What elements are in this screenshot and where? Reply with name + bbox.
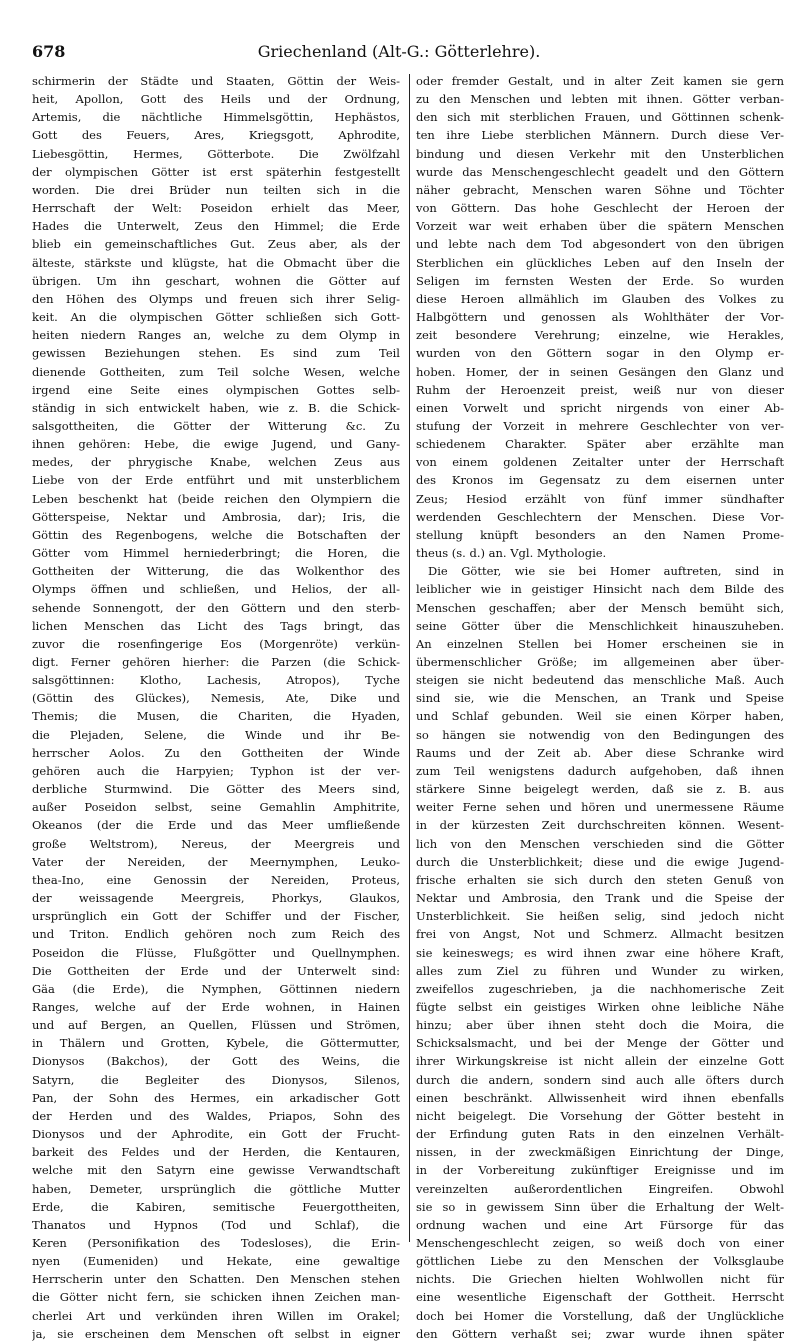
text-line: schiedenem Charakter. Später aber erzählte man <box>416 437 784 452</box>
text-line: nissen, in der zweckmäßigen Einrichtung der Dinge, <box>416 1145 784 1160</box>
text-line: herrscher Aolos. Zu den Gottheiten der Winde <box>32 745 400 760</box>
text-line: ursprünglich ein Gott der Schiffer und der Fischer, <box>32 909 400 924</box>
text-line: Gäa (die Erde), die Nymphen, Göttinnen niedern <box>32 981 400 996</box>
text-line: Liebe von der Erde entführt und mit unsterblichem <box>32 473 400 488</box>
text-line: älteste, stärkste und klügste, hat die Obmacht über die <box>32 255 400 270</box>
text-line: stufung der Vorzeit in mehrere Geschlechter von ver- <box>416 418 784 433</box>
text-line: ja, sie erscheinen dem Menschen oft selbst in eigner <box>32 1326 400 1341</box>
right-column <box>416 72 784 1343</box>
text-line: übrigen. Um ihn geschart, wohnen die Götter auf <box>32 273 400 288</box>
text-line: salsgottheiten, die Götter der Witterung &c. Zu <box>32 418 400 433</box>
text-line: außer Poseidon selbst, seine Gemahlin Amphitrite, <box>32 800 400 815</box>
text-line: Liebesgöttin, Hermes, Götterbote. Die Zwölfzahl <box>32 146 400 161</box>
text-line: thea-Ino, eine Genossin der Nereiden, Proteus, <box>32 872 400 887</box>
text-line: doch bei Homer die Vorstellung, daß der Unglückliche <box>416 1308 784 1323</box>
text-line: und Triton. Endlich gehören noch zum Reich des <box>32 927 400 942</box>
text-line: Menschen geschaffen; aber der Mensch bemüht sich, <box>416 600 784 615</box>
text-line: blieb ein gemeinschaftliches Gut. Zeus aber, als der <box>32 237 400 252</box>
text-line: ihnen gehören: Hebe, die ewige Jugend, und Gany- <box>32 437 400 452</box>
text-line: in Thälern und Grotten, Kybele, die Göttermutter, <box>32 1036 400 1051</box>
text-line: den Göttern verhaßt sei; zwar wurde ihnen später <box>416 1326 784 1341</box>
text-line: der weissagende Meergreis, Phorkys, Glaukos, <box>32 891 400 906</box>
text-line: Sterblichen ein glückliches Leben auf den Inseln der <box>416 255 784 270</box>
text-line: von einem goldenen Zeitalter unter der Herrschaft <box>416 455 784 470</box>
text-line: nyen (Eumeniden) und Hekate, eine gewaltige <box>32 1254 400 1269</box>
text-line: durch die andern, sondern sind auch alle öfters durch <box>416 1072 784 1087</box>
text-line: Poseidon die Flüsse, Flußgötter und Quellnymphen. <box>32 945 400 960</box>
text-line: gewissen Beziehungen stehen. Es sind zum Teil <box>32 346 400 361</box>
text-line: zeit besondere Verehrung; einzelne, wie Herakles, <box>416 328 784 343</box>
text-line: nichts. Die Griechen hielten Wohlwollen nicht für <box>416 1272 784 1287</box>
text-line: wurden von den Göttern sogar in den Olymp er- <box>416 346 784 361</box>
text-line: näher gebracht, Menschen waren Söhne und Töchter <box>416 182 784 197</box>
text-line: leiblicher wie in geistiger Hinsicht nach dem Bilde des <box>416 582 784 597</box>
text-line: Thanatos und Hypnos (Tod und Schlaf), die <box>32 1217 400 1232</box>
text-line: durch die Unsterblichkeit; diese und die ewige Jugend- <box>416 854 784 869</box>
text-line: sind sie, wie die Menschen, an Trank und Speise <box>416 691 784 706</box>
text-line: sie so in gewissem Sinn über die Erhaltung der Welt- <box>416 1199 784 1214</box>
text-line: Vater der Nereiden, der Meernymphen, Leuko- <box>32 854 400 869</box>
text-line: gehören auch die Harpyien; Typhon ist der ver- <box>32 763 400 778</box>
text-line: Vorzeit war weit erhaben über die spätern Menschen <box>416 219 784 234</box>
text-line: fügte selbst ein geistiges Wirken ohne leibliche Nähe <box>416 999 784 1014</box>
text-line: zum Teil wenigstens dadurch aufgehoben, daß ihnen <box>416 763 784 778</box>
text-line: Raums und der Zeit ab. Aber diese Schranke wird <box>416 745 784 760</box>
text-line: Menschengeschlecht zeigen, so weiß doch von einer <box>416 1236 784 1250</box>
text-line: Schicksalsmacht, und bei der Menge der Götter und <box>416 1036 784 1051</box>
page-number: 678 <box>32 42 66 61</box>
text-line: Seligen im fernsten Westen der Erde. So wurden <box>416 273 784 288</box>
text-line: oder fremder Gestalt, und in alter Zeit kamen sie gern <box>416 74 784 88</box>
text-line: stärkere Sinne beigelegt werden, daß sie z. B. aus <box>416 782 784 797</box>
text-line: Ranges, welche auf der Erde wohnen, in Hainen <box>32 999 400 1014</box>
text-line: An einzelnen Stellen bei Homer erscheinen sie in <box>416 636 784 651</box>
text-line: Themis; die Musen, die Chariten, die Hyaden, <box>32 709 400 724</box>
text-line: so hängen sie notwendig von den Bedingungen des <box>416 727 784 742</box>
text-line: ihrer Wirkungskreise ist nicht allein der einzelne Gott <box>416 1054 784 1069</box>
text-line: einen Vorwelt und spricht nirgends von einer Ab- <box>416 400 784 415</box>
text-line: vereinzelten außerordentlichen Eingreifen. Obwohl <box>416 1181 784 1196</box>
text-line: Okeanos (der die Erde und das Meer umfließende <box>32 818 400 833</box>
text-line: und auf Bergen, an Quellen, Flüssen und Strömen, <box>32 1018 400 1033</box>
text-line: Götter vom Himmel herniederbringt; die Horen, die <box>32 546 400 561</box>
text-line: nicht beigelegt. Die Vorsehung der Götter besteht in <box>416 1108 784 1123</box>
text-line: von Göttern. Das hohe Geschlecht der Heroen der <box>416 201 784 216</box>
text-line: Herrscherin unter den Schatten. Den Menschen stehen <box>32 1272 400 1287</box>
text-line: worden. Die drei Brüder nun teilten sich in die <box>32 182 400 197</box>
text-line: hinzu; aber über ihnen steht doch die Moira, die <box>416 1018 784 1033</box>
text-line: frei von Angst, Not und Schmerz. Allmacht besitzen <box>416 927 784 942</box>
text-line: Zeus; Hesiod erzählt von fünf immer sündhafter <box>416 491 784 506</box>
text-line: seine Götter über die Menschlichkeit hinauszuheben. <box>416 618 784 633</box>
text-line: zweifellos zugeschrieben, ja die nachhomerische Zeit <box>416 981 784 996</box>
column-divider <box>409 74 410 1242</box>
text-line: medes, der phrygische Knabe, welchen Zeus aus <box>32 455 400 470</box>
text-line: steigen sie nicht bedeutend das menschliche Maß. Auch <box>416 673 784 688</box>
text-line: die Plejaden, Selene, die Winde und ihr Be- <box>32 727 400 742</box>
text-line: Die Götter, wie sie bei Homer auftreten, sind in <box>428 564 784 579</box>
text-line: den sich mit sterblichen Frauen, und Göttinnen schenk- <box>416 110 784 125</box>
text-line: Dionysos und der Aphrodite, ein Gott der Frucht- <box>32 1127 400 1142</box>
text-line: und Schlaf gebunden. Weil sie einen Körper haben, <box>416 709 784 724</box>
text-line: zuvor die rosenfingerige Eos (Morgenröte) verkün- <box>32 636 400 651</box>
text-line: Die Gottheiten der Erde und der Unterwelt sind: <box>32 963 400 978</box>
text-line: heiten niedern Ranges an, welche zu dem Olymp in <box>32 328 400 343</box>
text-line: sie keineswegs; es wird ihnen zwar eine höhere Kraft, <box>416 945 784 960</box>
text-line: in der Vorbereitung zukünftiger Ereignisse und im <box>416 1163 784 1178</box>
text-line: ständig in sich entwickelt haben, wie z. B. die Schick- <box>32 400 400 415</box>
text-line: wurde das Menschengeschlecht geadelt und den Göttern <box>416 164 784 179</box>
text-line: Gottheiten der Witterung, die das Wolkenthor des <box>32 564 400 579</box>
text-line: dienende Gottheiten, zum Teil solche Wesen, welche <box>32 364 400 379</box>
text-line: göttlichen Liebe zu den Menschen der Volksglaube <box>416 1254 784 1269</box>
text-line: Pan, der Sohn des Hermes, ein arkadischer Gott <box>32 1090 400 1105</box>
text-line: (Göttin des Glückes), Nemesis, Ate, Dike und <box>32 691 400 706</box>
text-line: alles zum Ziel zu führen und Wunder zu wirken, <box>416 963 784 978</box>
text-line: eine wesentliche Eigenschaft der Gottheit. Herrscht <box>416 1290 784 1305</box>
text-line: einen beschränkt. Allwissenheit wird ihnen ebenfalls <box>416 1090 784 1105</box>
text-line: ten ihre Liebe sterblichen Männern. Durch diese Ver- <box>416 128 784 143</box>
text-line: Dionysos (Bakchos), der Gott des Weins, die <box>32 1054 400 1069</box>
text-line: der olympischen Götter ist erst späterhin festgestellt <box>32 164 400 179</box>
text-line: Nektar und Ambrosia, den Trank und die Speise der <box>416 891 784 906</box>
text-line: lich von den Menschen verschieden sind die Götter <box>416 836 784 851</box>
text-line: in der kürzesten Zeit durchschreiten können. Wesent- <box>416 818 784 833</box>
text-line: der Herden und des Waldes, Priapos, Sohn des <box>32 1108 400 1123</box>
text-line: Leben beschenkt hat (beide reichen den Olympiern die <box>32 491 400 506</box>
text-line: theus (s. d.) an. Vgl. Mythologie. <box>416 546 607 561</box>
text-line: lichen Menschen das Licht des Tags bringt, das <box>32 618 400 633</box>
text-line: cherlei Art und verkünden ihren Willen im Orakel; <box>32 1308 400 1323</box>
text-line: welche mit den Satyrn eine gewisse Verwandtschaft <box>32 1163 400 1178</box>
text-line: Göttin des Regenbogens, welche die Botschaften der <box>32 527 400 542</box>
text-line: hoben. Homer, der in seinen Gesängen den Glanz und <box>416 364 784 379</box>
text-line: digt. Ferner gehören hierher: die Parzen (die Schick- <box>32 655 400 669</box>
text-line: der Erfindung guten Rats in den einzelnen Verhält- <box>416 1127 784 1142</box>
text-line: Götterspeise, Nektar und Ambrosia, dar); Iris, die <box>32 509 400 524</box>
text-line: große Weltstrom), Nereus, der Meergreis und <box>32 836 400 851</box>
text-line: ordnung wachen und eine Art Fürsorge für das <box>416 1217 784 1232</box>
text-line: übermenschlicher Größe; im allgemeinen aber über- <box>416 655 784 669</box>
text-line: sehende Sonnengott, der den Göttern und den sterb- <box>32 600 400 615</box>
text-line: heit, Apollon, Gott des Heils und der Ordnung, <box>32 92 400 107</box>
text-line: die Götter nicht fern, sie schicken ihnen Zeichen man- <box>32 1290 400 1305</box>
text-line: Satyrn, die Begleiter des Dionysos, Silenos, <box>32 1072 400 1087</box>
text-line: Unsterblichkeit. Sie heißen selig, sind jedoch nicht <box>416 909 784 924</box>
text-line: frische erhalten sie sich durch den steten Genuß von <box>416 872 784 887</box>
text-line: irgend eine Seite eines olympischen Gottes selb- <box>32 382 400 397</box>
running-head: Griechenland (Alt-G.: Götterlehre). <box>257 42 541 61</box>
text-line: zu den Menschen und lebten mit ihnen. Götter verban- <box>416 92 784 107</box>
text-line: und lebte nach dem Tod abgesondert von den übrigen <box>416 237 784 252</box>
text-line: weiter Ferne sehen und hören und unermessene Räume <box>416 800 784 815</box>
text-line: Keren (Personifikation des Todesloses), die Erin- <box>32 1236 400 1250</box>
page-header <box>32 42 766 68</box>
text-line: barkeit des Feldes und der Herden, die Kentauren, <box>32 1145 400 1160</box>
text-line: Artemis, die nächtliche Himmelsgöttin, Hephästos, <box>32 110 400 125</box>
text-line: Halbgöttern und genossen als Wohlthäter der Vor- <box>416 310 784 325</box>
text-line: Ruhm der Heroenzeit preist, weiß nur von dieser <box>416 382 784 397</box>
text-line: derbliche Sturmwind. Die Götter des Meers sind, <box>32 782 400 797</box>
text-line: keit. An die olympischen Götter schließen sich Gott- <box>32 310 400 325</box>
text-line: haben, Demeter, ursprünglich die göttliche Mutter <box>32 1181 400 1196</box>
text-line: Olymps öffnen und schließen, und Helios, der all- <box>32 582 400 597</box>
text-line: den Höhen des Olymps und freuen sich ihrer Selig- <box>32 291 400 306</box>
text-line: bindung und diesen Verkehr mit den Unsterblichen <box>416 146 784 161</box>
text-line: Hades die Unterwelt, Zeus den Himmel; die Erde <box>32 219 400 234</box>
text-line: schirmerin der Städte und Staaten, Göttin der Weis- <box>32 74 400 88</box>
left-column <box>32 72 400 1343</box>
text-line: salsgöttinnen: Klotho, Lachesis, Atropos), Tyche <box>32 673 400 688</box>
text-line: Herrschaft der Welt: Poseidon erhielt das Meer, <box>32 201 400 216</box>
text-line: Gott des Feuers, Ares, Kriegsgott, Aphrodite, <box>32 128 400 143</box>
text-line: diese Heroen allmählich im Glauben des Volkes zu <box>416 291 784 306</box>
text-line: des Kronos im Gegensatz zu dem eisernen unter <box>416 473 784 488</box>
text-line: Erde, die Kabiren, semitische Feuergottheiten, <box>32 1199 400 1214</box>
text-line: stellung knüpft besonders an den Namen Prome- <box>416 527 784 542</box>
text-line: werdenden Geschlechtern der Menschen. Diese Vor- <box>416 509 784 524</box>
